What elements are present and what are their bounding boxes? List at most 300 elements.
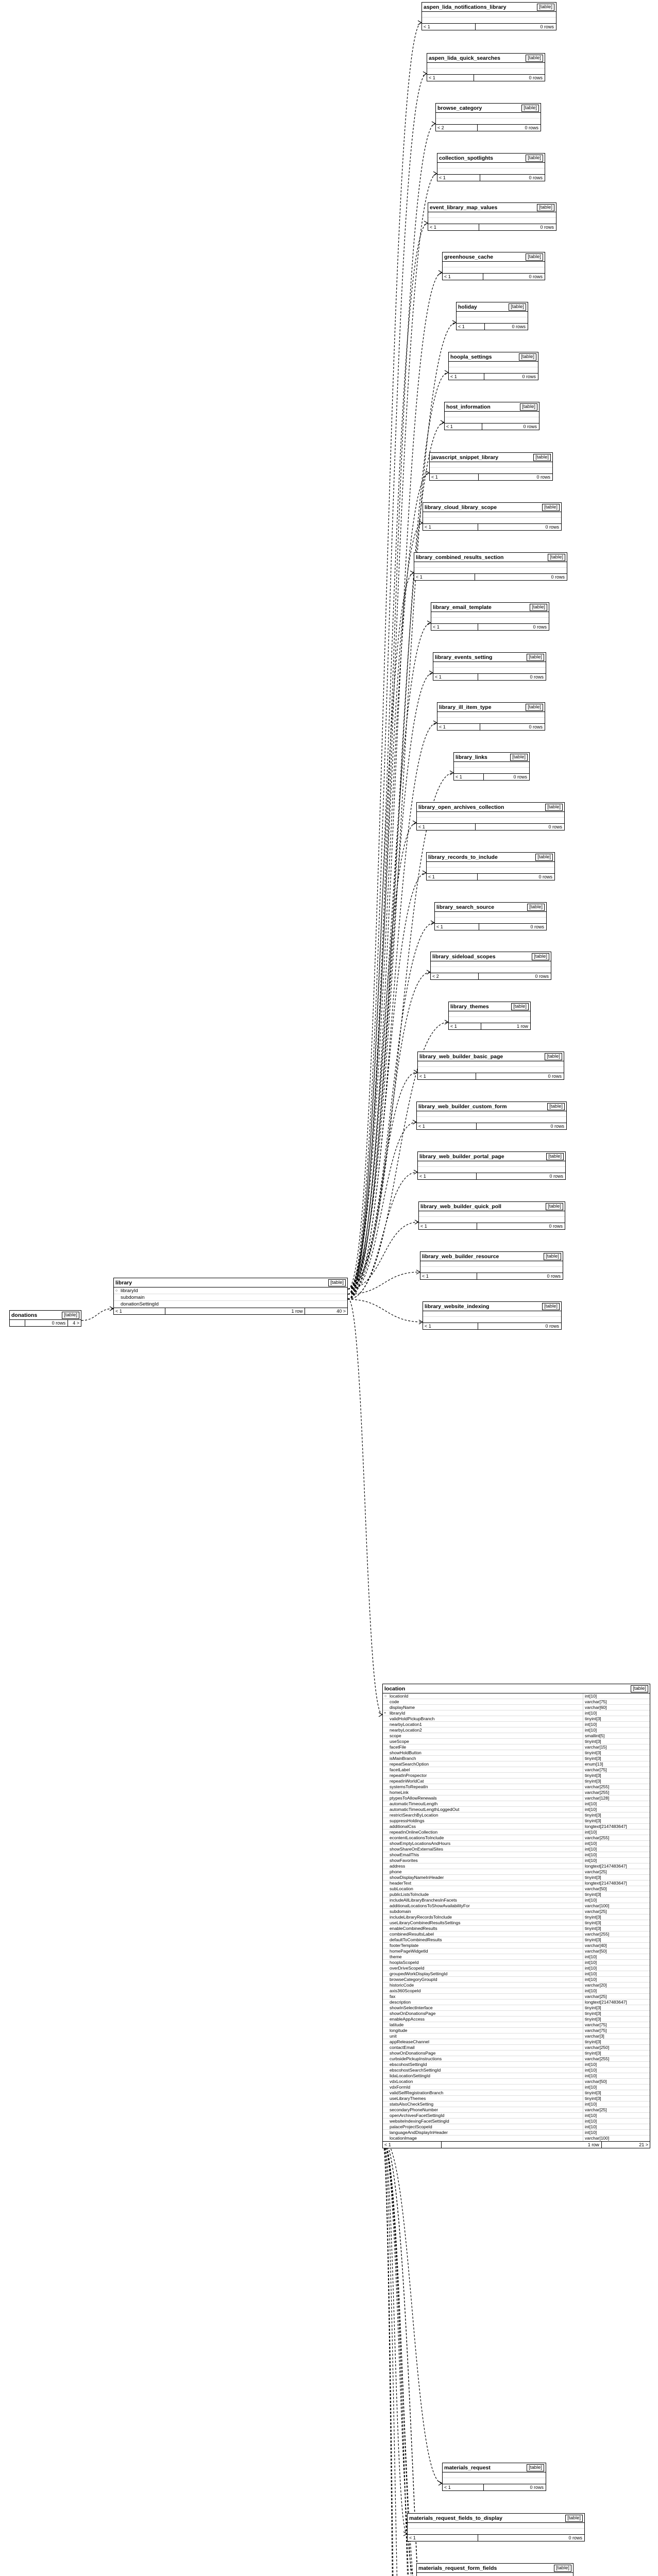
column-name xyxy=(437,718,545,723)
column-name: appReleaseChannel xyxy=(390,2039,430,2044)
column-row xyxy=(383,1937,650,1943)
column-type: longtext[2147483647] xyxy=(583,1824,650,1829)
column-row xyxy=(383,2022,650,2028)
column-row xyxy=(423,518,561,523)
column-name: homeLink xyxy=(390,1790,409,1795)
table-name: library_themes xyxy=(450,1003,489,1010)
column-name: defaultToCombinedResults xyxy=(390,1937,442,1942)
column-type: varchar[25] xyxy=(583,1909,650,1914)
column-name xyxy=(449,1011,530,1016)
table-name: library_sideload_scopes xyxy=(432,953,496,960)
table-library-email-template[interactable] xyxy=(431,602,549,631)
parents-count: < 1 xyxy=(454,774,484,780)
column-row xyxy=(417,812,564,818)
column-name: ○ libraryId xyxy=(115,1288,138,1294)
column-name xyxy=(436,118,541,124)
column-type: varchar[50] xyxy=(583,1886,650,1891)
column-row xyxy=(383,1920,650,1926)
column-list xyxy=(417,1111,566,1123)
column-row xyxy=(437,168,545,174)
table-name: library_web_builder_portal_page xyxy=(419,1153,504,1160)
table-library-web-builder-resource[interactable] xyxy=(420,1251,563,1280)
column-list xyxy=(114,1287,347,1308)
column-row xyxy=(383,2119,650,2124)
column-row xyxy=(435,918,546,923)
parents-count: < 1 xyxy=(437,724,480,730)
column-name: locationImage xyxy=(390,2136,417,2141)
column-type: varchar[255] xyxy=(583,1784,650,1789)
table-type-badge: [table] xyxy=(510,754,528,761)
column-type: varchar[75] xyxy=(583,1699,650,1704)
column-list xyxy=(428,212,556,224)
column-type: varchar[3] xyxy=(583,2033,650,2039)
parents-count: < 1 xyxy=(435,924,479,930)
column-row xyxy=(383,2056,650,2062)
table-aspen-lida-notifications-library[interactable] xyxy=(421,2,556,30)
column-row xyxy=(417,2573,573,2576)
row-count: 0 rows xyxy=(549,1224,563,1229)
column-name: footerTemplate xyxy=(390,1943,419,1948)
column-row xyxy=(383,1948,650,1954)
parents-count: < 1 xyxy=(418,1173,477,1179)
column-type: varchar[255] xyxy=(583,1931,650,1937)
edge-library-child-arrowhead xyxy=(414,1170,417,1174)
table-library-links[interactable] xyxy=(453,752,530,781)
table-library-combined-results-section[interactable] xyxy=(414,552,567,581)
column-name xyxy=(422,18,556,23)
table-name: browse_category xyxy=(437,105,482,111)
parents-count: < 1 xyxy=(443,274,483,280)
column-type: tinyint[3] xyxy=(583,1937,650,1942)
parents-count: < 1 xyxy=(449,1023,481,1029)
column-name xyxy=(427,862,554,867)
column-name xyxy=(431,618,549,623)
column-list xyxy=(443,2472,546,2484)
column-name xyxy=(418,1161,565,1166)
column-row xyxy=(443,262,545,267)
column-list xyxy=(436,112,541,124)
row-count: 0 rows xyxy=(512,324,526,329)
column-row xyxy=(423,512,561,518)
column-row xyxy=(422,18,556,23)
column-name: theme xyxy=(390,1954,402,1959)
row-count: 0 rows xyxy=(545,1324,559,1329)
column-list xyxy=(437,162,545,174)
row-count: 0 rows xyxy=(513,774,527,779)
column-name xyxy=(428,218,556,224)
column-row xyxy=(436,118,541,124)
column-type: tinyint[3] xyxy=(583,1818,650,1823)
column-row xyxy=(430,462,552,468)
column-name: browseCategoryGroupId xyxy=(390,1977,437,1982)
parents-count: < 1 xyxy=(431,624,478,630)
column-name xyxy=(417,812,564,817)
edge-library-child-arrowhead xyxy=(423,72,427,76)
column-type: longtext[2147483647] xyxy=(583,1999,650,2005)
column-type: tinyint[3] xyxy=(583,1756,650,1761)
table-library-records-to-include[interactable] xyxy=(426,852,555,880)
edge-location-child xyxy=(382,2138,430,2576)
column-row xyxy=(383,1846,650,1852)
column-type: varchar[250] xyxy=(583,2045,650,2050)
parents-count: < 1 xyxy=(449,374,484,380)
parents-count: < 1 xyxy=(445,423,482,430)
table-name: greenhouse_cache xyxy=(444,253,494,260)
column-row xyxy=(383,1818,650,1824)
edge-library-child xyxy=(348,1122,416,1294)
column-row xyxy=(383,1756,650,1761)
column-row xyxy=(436,113,541,118)
column-name: showOnDonationsPage xyxy=(390,2011,436,2016)
column-name xyxy=(437,163,545,168)
column-list xyxy=(427,861,554,873)
row-count: 0 rows xyxy=(529,274,543,279)
edge-library-child-arrowhead xyxy=(429,671,433,675)
column-list xyxy=(418,1161,565,1173)
column-list xyxy=(423,512,561,523)
column-type: enum[13] xyxy=(583,1761,650,1767)
column-name: useLibraryCombinedResultsSettings xyxy=(390,1920,461,1925)
table-type-badge: [table] xyxy=(532,953,549,960)
column-list xyxy=(408,2522,584,2534)
column-name: phone xyxy=(390,1869,402,1874)
table-type-badge: [table] xyxy=(565,2515,583,2522)
primary-key-icon: ○ xyxy=(115,1289,118,1293)
table-greenhouse-cache[interactable] xyxy=(442,252,545,280)
column-list xyxy=(449,1011,530,1023)
edge-library-child-arrowhead xyxy=(452,320,456,325)
table-library-themes[interactable] xyxy=(448,1002,531,1030)
table-type-badge: [table] xyxy=(547,1103,565,1110)
row-count: 0 rows xyxy=(549,1174,563,1179)
table-materials-request[interactable] xyxy=(442,2463,546,2491)
table-library-web-builder-basic-page[interactable] xyxy=(417,1052,564,1080)
column-type: tinyint[3] xyxy=(583,1920,650,1925)
column-name: scope xyxy=(390,1733,401,1738)
edge-library-child xyxy=(348,273,442,1299)
table-event-library-map-values[interactable] xyxy=(428,202,556,231)
column-row xyxy=(383,2028,650,2033)
table-type-badge: [table] xyxy=(537,4,554,11)
column-name: additionalLocationsToShowAvailabilityFor xyxy=(390,1903,470,1908)
column-name xyxy=(449,1017,530,1023)
column-name: contactEmail xyxy=(390,2045,415,2050)
table-location[interactable] xyxy=(382,1684,650,2148)
table-type-badge: [table] xyxy=(546,1203,563,1210)
column-row xyxy=(383,1835,650,1841)
table-library-web-builder-portal-page[interactable] xyxy=(417,1151,566,1180)
column-name: address xyxy=(390,1863,406,1869)
column-list xyxy=(418,1061,564,1073)
column-type: int[10] xyxy=(583,2062,650,2067)
column-row xyxy=(431,612,549,618)
parents-count: < 1 xyxy=(423,1323,478,1329)
column-row xyxy=(383,2005,650,2011)
edge-library-child xyxy=(348,74,427,1294)
parents-count: < 1 xyxy=(443,2484,484,2490)
parents-count: < 1 xyxy=(433,674,478,680)
column-row xyxy=(383,1994,650,1999)
column-name xyxy=(431,961,551,967)
column-name: vdxLocation xyxy=(390,2079,413,2084)
column-type: int[10] xyxy=(583,1710,650,1716)
column-row xyxy=(417,1111,566,1117)
table-type-badge: [table] xyxy=(526,253,543,261)
column-type: varchar[75] xyxy=(583,1767,650,1772)
table-name: library_email_template xyxy=(433,604,492,611)
table-name: library_web_builder_basic_page xyxy=(419,1053,503,1060)
column-row xyxy=(418,1061,564,1067)
table-type-badge: [table] xyxy=(537,204,554,211)
parents-count: < 2 xyxy=(436,125,478,131)
edge-library-child-arrowhead xyxy=(410,571,414,575)
edge-library-child-arrowhead xyxy=(427,621,431,625)
parents-count: < 1 xyxy=(419,1223,477,1229)
column-row xyxy=(443,267,545,273)
table-type-badge: [table] xyxy=(631,1685,648,1692)
column-name: publicListsToInclude xyxy=(390,1892,429,1897)
parents-count: < 1 xyxy=(408,2535,478,2541)
table-type-badge: [table] xyxy=(546,1153,564,1160)
column-row xyxy=(419,1217,565,1223)
column-type: int[10] xyxy=(583,2124,650,2129)
column-type: varchar[75] xyxy=(583,2022,650,2027)
column-type: varchar[255] xyxy=(583,1790,650,1795)
column-name: useLibraryThemes xyxy=(390,2096,426,2101)
column-type: int[10] xyxy=(583,1693,650,1699)
row-count: 0 rows xyxy=(529,724,543,730)
column-name: secondaryPhoneNumber xyxy=(390,2107,438,2112)
column-row xyxy=(423,1311,561,1317)
column-type: int[10] xyxy=(583,1727,650,1733)
table-library-search-source[interactable] xyxy=(434,902,547,930)
column-name xyxy=(430,468,552,473)
column-name: showHoldButton xyxy=(390,1750,421,1755)
row-count: 0 rows xyxy=(529,175,543,180)
column-type: varchar[40] xyxy=(583,1943,650,1948)
edge-library-child-arrowhead xyxy=(413,1120,416,1124)
column-name: axis360ScopeId xyxy=(390,1988,421,1993)
column-row xyxy=(383,2096,650,2102)
edge-library-child-arrowhead xyxy=(413,821,416,825)
table-browse-category[interactable] xyxy=(435,103,541,131)
table-aspen-lida-quick-searches[interactable] xyxy=(427,53,545,81)
table-materials-request-fields-to-display[interactable] xyxy=(407,2513,585,2541)
column-row xyxy=(383,2124,650,2130)
column-type: tinyint[3] xyxy=(583,1778,650,1784)
column-row xyxy=(427,862,554,868)
column-row xyxy=(383,1954,650,1960)
column-name: useScope xyxy=(390,1739,409,1744)
column-name: enableAppAccess xyxy=(390,2016,425,2022)
table-donations[interactable] xyxy=(9,1310,81,1327)
table-holiday[interactable] xyxy=(456,302,528,330)
column-row xyxy=(457,317,528,323)
column-row xyxy=(427,69,545,74)
column-row xyxy=(383,1926,650,1931)
table-name: library_open_archives_collection xyxy=(418,804,504,810)
edge-library-child xyxy=(348,23,421,1289)
column-row xyxy=(383,1744,650,1750)
column-name xyxy=(420,1267,563,1273)
column-name: ○ locationId xyxy=(384,1693,409,1699)
table-library-cloud-library-scope[interactable] xyxy=(423,502,562,531)
parents-count: < 1 xyxy=(423,524,478,530)
table-name: donations xyxy=(11,1312,38,1318)
column-row xyxy=(383,1801,650,1807)
table-type-badge: [table] xyxy=(511,1003,529,1010)
column-row xyxy=(414,568,567,573)
column-row xyxy=(433,668,546,673)
column-list xyxy=(454,761,529,773)
table-name: library_search_source xyxy=(436,904,495,910)
table-library[interactable] xyxy=(113,1278,348,1315)
table-name: aspen_lida_quick_searches xyxy=(429,55,500,61)
column-type: tinyint[3] xyxy=(583,2011,650,2016)
column-name: automaticTimeoutLength xyxy=(390,1801,438,1806)
column-row xyxy=(383,2067,650,2073)
column-name: websiteIndexingFacetSettingId xyxy=(390,2119,449,2124)
column-name xyxy=(431,612,549,617)
column-name xyxy=(419,1211,565,1216)
column-name: languageAndDisplayInHeader xyxy=(390,2130,448,2135)
column-row xyxy=(383,1716,650,1722)
row-count: 0 rows xyxy=(525,125,538,130)
column-row xyxy=(383,1693,650,1699)
column-name: subdomain xyxy=(121,1295,145,1300)
parents-count: < 1 xyxy=(428,224,479,230)
column-row xyxy=(383,1824,650,1829)
table-library-web-builder-quick-poll[interactable] xyxy=(418,1201,565,1230)
column-name xyxy=(427,69,545,74)
column-row xyxy=(383,2130,650,2136)
table-name: library_links xyxy=(455,754,487,760)
column-name xyxy=(457,312,528,317)
column-row xyxy=(383,2062,650,2067)
table-name: library_events_setting xyxy=(435,654,493,660)
column-name: historicCode xyxy=(390,1982,414,1988)
column-name xyxy=(417,2573,573,2576)
column-name xyxy=(427,63,545,68)
column-list xyxy=(422,11,556,23)
table-host-information[interactable] xyxy=(444,402,539,430)
column-type: int[10] xyxy=(583,1801,650,1806)
column-type: varchar[255] xyxy=(583,2056,650,2061)
column-row xyxy=(114,1294,347,1301)
row-count: 0 rows xyxy=(545,524,559,530)
column-name xyxy=(449,367,538,373)
column-name xyxy=(417,1117,566,1123)
table-library-web-builder-custom-form[interactable] xyxy=(416,1101,567,1130)
table-javascript-snippet-library[interactable] xyxy=(429,452,553,481)
column-name: showOnDonationsPage xyxy=(390,2050,436,2056)
column-row xyxy=(423,1317,561,1323)
column-name: longitude xyxy=(390,2028,408,2033)
row-count: 0 rows xyxy=(547,1274,561,1279)
edge-library-child-arrowhead xyxy=(414,1070,417,1074)
column-type: int[10] xyxy=(583,1846,650,1852)
column-row xyxy=(383,2102,650,2107)
table-library-open-archives-collection[interactable] xyxy=(416,802,565,831)
column-row xyxy=(445,412,539,417)
column-row xyxy=(383,1710,650,1716)
table-type-badge: [table] xyxy=(535,854,553,861)
column-type: int[10] xyxy=(583,1897,650,1903)
column-row xyxy=(383,1982,650,1988)
row-count: 0 rows xyxy=(523,424,537,429)
primary-key-icon: ○ xyxy=(384,1694,387,1698)
column-name: unit xyxy=(390,2033,397,2039)
column-type: varchar[75] xyxy=(583,2028,650,2033)
table-name: materials_request xyxy=(444,2464,491,2471)
column-name: description xyxy=(390,1999,411,2005)
edge-location-child xyxy=(382,2138,425,2576)
column-row xyxy=(383,2113,650,2119)
table-library-sideload-scopes[interactable] xyxy=(430,952,551,980)
table-collection-spotlights[interactable] xyxy=(437,153,545,181)
column-name xyxy=(443,267,545,273)
table-materials-request-form-fields[interactable] xyxy=(416,2563,573,2576)
table-library-website-indexing[interactable] xyxy=(423,1301,562,1330)
edge-location-child xyxy=(382,2138,416,2576)
column-name: palaceProjectScopeId xyxy=(390,2124,432,2129)
column-row xyxy=(383,1829,650,1835)
column-row xyxy=(414,562,567,568)
row-count: 0 rows xyxy=(536,474,550,480)
table-library-ill-item-type[interactable] xyxy=(437,702,545,731)
column-type: varchar[255] xyxy=(583,1835,650,1840)
column-name: includeLibraryRecordsToInclude xyxy=(390,1914,452,1920)
column-row xyxy=(383,1999,650,2005)
column-row xyxy=(454,768,529,773)
column-name xyxy=(423,1311,561,1316)
column-type: tinyint[3] xyxy=(583,2090,650,2095)
edge-library-child xyxy=(348,873,426,1299)
column-list xyxy=(431,612,549,623)
column-name xyxy=(437,712,545,717)
column-name: econtentLocationsToInclude xyxy=(390,1835,444,1840)
column-row xyxy=(383,2090,650,2096)
column-name: additionalCss xyxy=(390,1824,416,1829)
table-type-badge: [table] xyxy=(530,604,547,611)
column-type: int[10] xyxy=(583,1841,650,1846)
column-type: tinyint[3] xyxy=(583,2016,650,2022)
column-row xyxy=(408,2523,584,2529)
column-name xyxy=(457,317,528,323)
column-row xyxy=(445,417,539,423)
column-name: fax xyxy=(390,1994,396,1999)
column-row xyxy=(418,1167,565,1173)
edge-library-child-arrowhead xyxy=(433,172,437,176)
column-row xyxy=(431,967,551,973)
column-row xyxy=(383,1965,650,1971)
column-name: isMainBranch xyxy=(390,1756,416,1761)
table-library-events-setting[interactable] xyxy=(433,652,546,681)
column-name: displayName xyxy=(390,1705,415,1710)
edge-library-location-arrowhead xyxy=(379,1713,382,1717)
table-hoopla-settings[interactable] xyxy=(448,352,538,380)
column-type: tinyint[3] xyxy=(583,1716,650,1721)
column-row xyxy=(383,1960,650,1965)
column-name: curbsidePickupInstructions xyxy=(390,2056,442,2061)
column-name xyxy=(449,362,538,367)
column-name: enableCombinedResults xyxy=(390,1926,437,1931)
edge-library-child-arrowhead xyxy=(445,370,448,375)
table-type-badge: [table] xyxy=(527,2464,544,2471)
column-row xyxy=(383,2016,650,2022)
column-row xyxy=(383,1897,650,1903)
column-type: int[10] xyxy=(583,1829,650,1835)
